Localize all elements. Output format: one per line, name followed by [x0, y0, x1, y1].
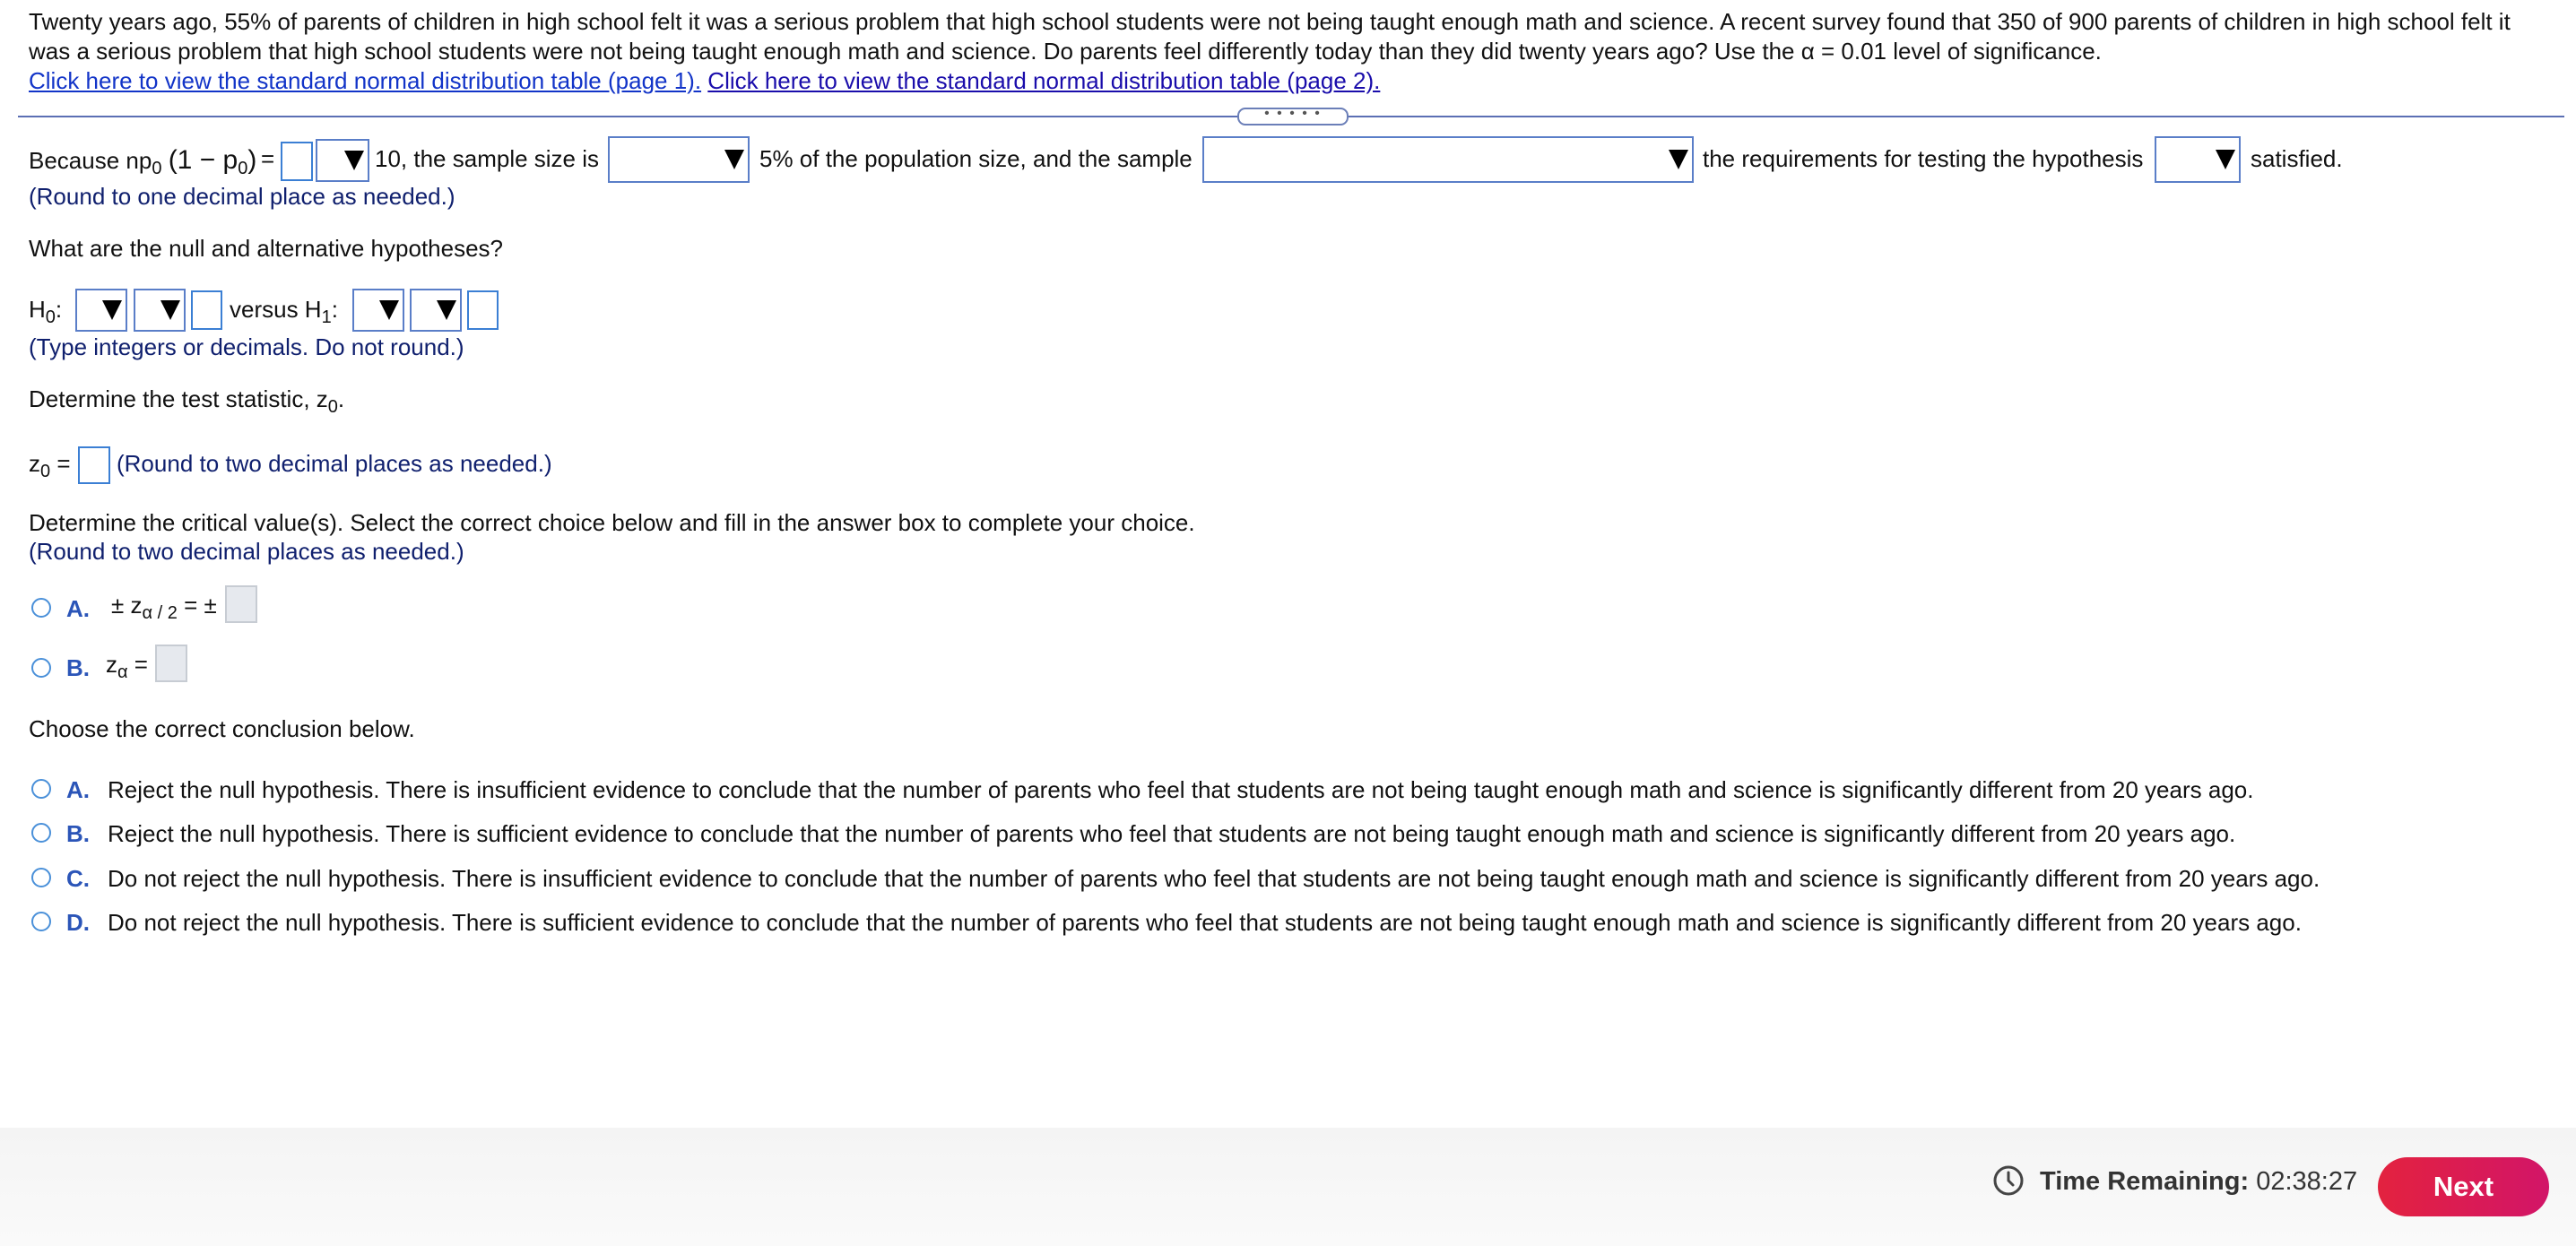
dropdown-arrow-icon — [1669, 150, 1688, 169]
z0-hint: (Round to two decimal places as needed.) — [117, 450, 552, 477]
critical-option-a-expression: ± $z_{\alpha / 2}$ = ± — [111, 592, 217, 623]
next-button[interactable]: Next — [2378, 1157, 2549, 1216]
clock-icon — [1992, 1164, 2025, 1197]
dropdown-arrow-icon — [160, 300, 180, 320]
dropdown-arrow-icon — [437, 300, 456, 320]
critical-option-b-radio[interactable] — [31, 658, 51, 678]
conclusion-option-c-radio[interactable] — [31, 868, 51, 887]
conclusion-option-b-label: B. — [66, 820, 90, 847]
dropdown-arrow-icon — [344, 151, 364, 170]
critical-value-hint: (Round to two decimal places as needed.) — [29, 538, 464, 565]
h0-operator-dropdown[interactable] — [134, 289, 186, 332]
conclusion-option-d-text[interactable]: Do not reject the null hypothesis. There is sufficient evidence to conclude that the number of parents who feel that students are not being taught enough math and science is significantly different from 20 years ago. — [108, 909, 2302, 936]
h0-value-input[interactable] — [191, 290, 222, 330]
z0-label: $z_0$ = — [29, 450, 71, 481]
hypotheses-hint: (Type integers or decimals. Do not round.) — [29, 333, 464, 360]
conclusion-option-b-radio[interactable] — [31, 823, 51, 843]
requirements-hint: (Round to one decimal place as needed.) — [29, 183, 455, 210]
time-remaining-value: 02:38:27 — [2256, 1167, 2358, 1196]
test-statistic-question: Determine the test statistic, $z_0$. — [29, 385, 345, 417]
hypotheses-question: What are the null and alternative hypotheses? — [29, 235, 504, 262]
conclusion-option-a-radio[interactable] — [31, 779, 51, 799]
h1-parameter-dropdown[interactable] — [352, 289, 404, 332]
conclusion-question: Choose the correct conclusion below. — [29, 715, 415, 742]
critical-option-a-radio[interactable] — [31, 598, 51, 618]
conclusion-option-c-label: C. — [66, 865, 90, 892]
requirements-equals: = — [261, 145, 275, 172]
requirements-text-3: 5% of the population size, and the sample — [759, 145, 1193, 172]
critical-value-question: Determine the critical value(s). Select the correct choice below and fill in the answer box to complete your choice. — [29, 509, 1195, 536]
table-link-page-1[interactable]: Click here to view the standard normal distribution table (page 1). — [29, 67, 702, 94]
np-answer-input[interactable] — [281, 142, 313, 181]
conclusion-option-a-text[interactable]: Reject the null hypothesis. There is insufficient evidence to conclude that the number of parents who feel that students are not being taught enough math and science is significantly different from 20 years ago. — [108, 776, 2254, 803]
conclusion-option-d-radio[interactable] — [31, 912, 51, 931]
h1-value-input[interactable] — [467, 290, 499, 330]
conclusion-option-b-text[interactable]: Reject the null hypothesis. There is sufficient evidence to conclude that the number of parents who feel that students are not being taught enough math and science is significantly different from 20 years ago. — [108, 820, 2236, 847]
conclusion-option-d-label: D. — [66, 909, 90, 936]
critical-option-a-input[interactable] — [225, 585, 257, 623]
requirements-text-4: the requirements for testing the hypothesis — [1703, 145, 2144, 172]
dropdown-arrow-icon — [724, 150, 744, 169]
dropdown-arrow-icon — [379, 300, 399, 320]
conclusion-option-c-text[interactable]: Do not reject the null hypothesis. There is insufficient evidence to conclude that the number of parents who feel that students are not being taught enough math and science is significantly different from 20 years ago. — [108, 865, 2320, 892]
requirements-text-2: 10, the sample size is — [375, 145, 600, 172]
sample-size-dropdown[interactable] — [608, 136, 750, 183]
sample-dropdown[interactable] — [1202, 136, 1694, 183]
h1-label: versus $H_1$: — [230, 296, 338, 327]
h0-label: $H_0$: — [29, 296, 63, 327]
conclusion-option-a-label: A. — [66, 776, 90, 803]
critical-option-b-label: B. — [66, 654, 90, 681]
time-remaining-label: Time Remaining: — [2040, 1167, 2250, 1196]
critical-option-b-input[interactable] — [155, 645, 187, 682]
dropdown-arrow-icon — [2216, 150, 2235, 169]
requirements-satisfied: satisfied. — [2251, 145, 2343, 172]
resize-grip[interactable]: • • • • • — [1237, 108, 1349, 125]
critical-option-b-expression: $z_\alpha$ = — [106, 651, 148, 682]
comparison-dropdown-1[interactable] — [316, 139, 369, 182]
table-link-page-2[interactable]: Click here to view the standard normal distribution table (page 2). — [707, 67, 1381, 94]
h0-parameter-dropdown[interactable] — [75, 289, 127, 332]
time-remaining — [2040, 1167, 2357, 1197]
satisfied-dropdown[interactable] — [2155, 136, 2241, 183]
z0-input[interactable] — [78, 446, 110, 484]
requirements-prefix: Because $np_0$ $(1 - p_0)$ — [29, 145, 257, 178]
dropdown-arrow-icon — [102, 300, 122, 320]
question-text: Twenty years ago, 55% of parents of children in high school felt it was a serious problem that high school students were not being taught enough math and science. A recent survey found that 350 of 900 parents of children in high school felt it was a serious problem that high school students were not being taught enough math and science. Do parents feel differently today than they did twenty years ago? Use the α = 0.01 level of significance. Click here to view the standard normal distribution table (page 1). Click here to view the standard normal distribution table (page 2). — [29, 8, 2511, 94]
critical-option-a-label: A. — [66, 595, 90, 622]
h1-operator-dropdown[interactable] — [410, 289, 462, 332]
